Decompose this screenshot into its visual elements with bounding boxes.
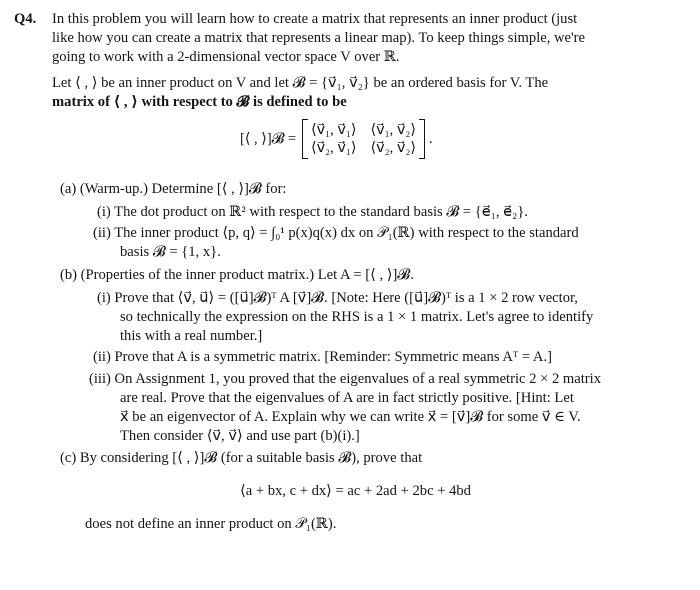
part-b: (b) (Properties of the inner product matrix.) Let A = [⟨ , ⟩]𝓑. [60,267,414,283]
matrix-entries [308,121,419,157]
question-label: Q4. [14,11,37,27]
let-line-1: Let ⟨ , ⟩ be an inner product on V and let 𝓑 = {v⃗₁, v⃗₂} be an ordered basis for V. The [52,75,549,91]
part-b-iii-line-3: x⃗ be an eigenvector of A. Explain why we can write x⃗ = [v⃗]𝓑 for some v⃗ ∈ V. [120,409,581,425]
part-a-i: (i) The dot product on ℝ² with respect to the standard basis 𝓑 = {e⃗₁, e⃗₂}. [97,204,528,220]
right-bracket [419,119,425,159]
matrix-entry-11: ⟨v⃗₁, v⃗₁⟩ [311,122,357,138]
matrix-period: . [429,130,433,147]
part-c-conclusion: does not define an inner product on 𝒫₁(ℝ). [85,516,337,532]
part-b-i-line-2: so technically the expression on the RHS is a 1 × 1 matrix. Let's agree to identify [120,309,594,325]
part-b-ii: (ii) Prove that A is a symmetric matrix. [Reminder: Symmetric means Aᵀ = A.] [93,349,552,365]
part-a-ii-line-1: (ii) The inner product ⟨p, q⟩ = ∫₀¹ p(x)q(x) dx on 𝒫₁(ℝ) with respect to the standard [93,225,579,241]
intro-line-3: going to work with a 2-dimensional vector space V over ℝ. [52,49,400,65]
part-b-iii-line-1: (iii) On Assignment 1, you proved that the eigenvalues of a real symmetric 2 × 2 matrix [89,371,601,387]
matrix-entry-12: ⟨v⃗₁, v⃗₂⟩ [370,122,417,138]
intro-line-2: like how you can create a matrix that represents a linear map). To keep things simple, we're [52,30,586,46]
matrix-entry-21: ⟨v⃗₂, v⃗₁⟩ [311,140,357,156]
matrix-entry-22: ⟨v⃗₂, v⃗₂⟩ [370,140,417,156]
part-c-equation: ⟨a + bx, c + dx⟩ = ac + 2ad + 2bc + 4bd [240,483,471,499]
part-a-ii-line-2: basis 𝓑 = {1, x}. [120,244,221,260]
matrix-definition [240,119,433,159]
part-b-i-line-3: this with a real number.] [120,328,263,344]
let-line-2: matrix of ⟨ , ⟩ with respect to 𝓑 is defined to be [52,94,347,110]
matrix-lhs: [⟨ , ⟩]𝓑 = [240,130,297,147]
part-b-i-line-1: (i) Prove that ⟨v⃗, u⃗⟩ = ([u⃗]𝓑)ᵀ A [v⃗]𝓑. [Note: Here ([u⃗]𝓑)ᵀ is a 1 × 2 row vector, [97,290,578,306]
part-c: (c) By considering [⟨ , ⟩]𝓑 (for a suitable basis 𝓑), prove that [60,450,423,466]
part-b-iii-line-4: Then consider ⟨v⃗, v⃗⟩ and use part (b)(i).] [120,428,360,444]
intro-line-1: In this problem you will learn how to create a matrix that represents an inner product (just [52,11,578,27]
part-a: (a) (Warm-up.) Determine [⟨ , ⟩]𝓑 for: [60,181,287,197]
part-b-iii-line-2: are real. Prove that the eigenvalues of A are in fact strictly positive. [Hint: Let [120,390,574,406]
